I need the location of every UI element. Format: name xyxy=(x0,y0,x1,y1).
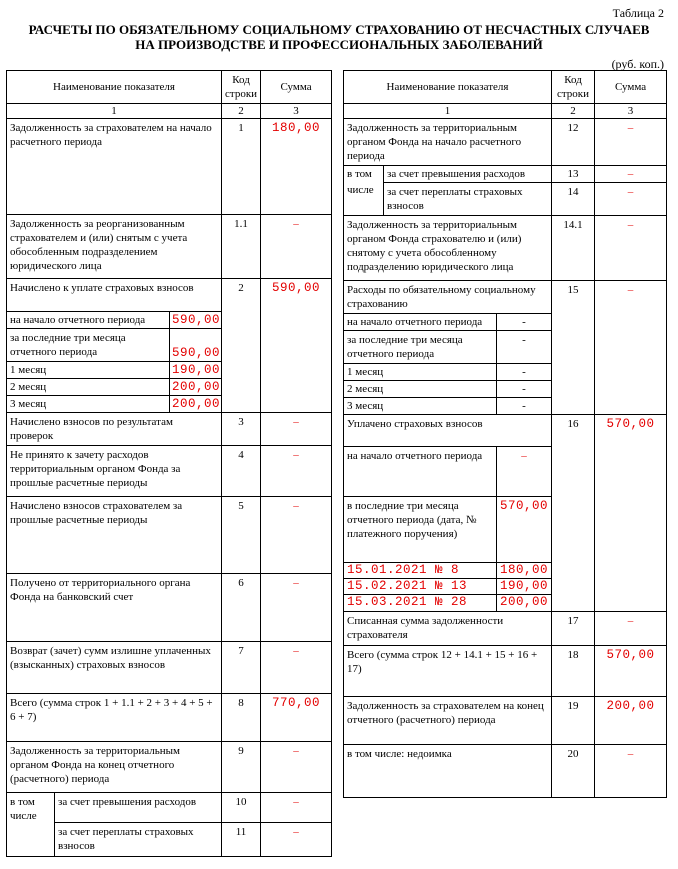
col-header-sum: Сумма xyxy=(261,71,332,104)
row-10-code: 10 xyxy=(222,793,261,823)
row-15-sub-start-value: - xyxy=(497,314,552,331)
row-17-code: 17 xyxy=(552,612,595,646)
row-4-code: 4 xyxy=(222,446,261,497)
row-7-code: 7 xyxy=(222,642,261,694)
row-15-sum: – xyxy=(595,281,667,415)
row-7-sum: – xyxy=(261,642,332,694)
row-14-1-label: Задолженность за территориальным органом Фонда страхователю и (или) снятому с учета обособленному подразделению юридического лица xyxy=(344,216,552,281)
row-16-sub-last3-value: 570,00 xyxy=(497,497,552,563)
row-13-incl-label: в том числе xyxy=(344,166,384,216)
row-2-sub-last3-label: за последние три месяца отчетного периода xyxy=(7,329,170,362)
row-15-month-2-label: 2 месяц xyxy=(344,381,497,398)
row-15-code: 15 xyxy=(552,281,595,415)
row-13-code: 13 xyxy=(552,166,595,183)
table-number: Таблица 2 xyxy=(612,6,664,20)
right-table xyxy=(343,70,667,798)
col-header-name: Наименование показателя xyxy=(344,71,552,104)
row-1-code: 1 xyxy=(222,119,261,215)
row-1-1-sum: – xyxy=(261,215,332,279)
row-17-sum: – xyxy=(595,612,667,646)
title-line-2: НА ПРОИЗВОДСТВЕ И ПРОФЕССИОНАЛЬНЫХ ЗАБОЛЕВАНИЙ xyxy=(135,37,543,52)
row-1-sum: 180,00 xyxy=(261,119,332,215)
row-2-month-2-value: 200,00 xyxy=(170,379,222,396)
row-2-sub-start-value: 590,00 xyxy=(170,312,222,329)
row-8-sum: 770,00 xyxy=(261,694,332,742)
row-14-code: 14 xyxy=(552,183,595,216)
row-16-code: 16 xyxy=(552,415,595,612)
row-19-code: 19 xyxy=(552,697,595,745)
row-11-sum: – xyxy=(261,823,332,857)
row-15-month-2-value: - xyxy=(497,381,552,398)
row-14-sum: – xyxy=(595,183,667,216)
row-2-month-1-value: 190,00 xyxy=(170,362,222,379)
row-13-sum: – xyxy=(595,166,667,183)
row-15-sub-last3-value: - xyxy=(497,331,552,364)
row-14-label: за счет переплаты страховых взносов xyxy=(384,183,552,216)
row-4-label: Не принято к зачету расходов территориальным органом Фонда за прошлые расчетные периоды xyxy=(7,446,222,497)
row-19-label: Задолженность за страхователем на конец отчетного (расчетного) периода xyxy=(344,697,552,745)
row-3-label: Начислено взносов по результатам проверок xyxy=(7,413,222,446)
row-2-month-1-label: 1 месяц xyxy=(7,362,170,379)
row-6-sum: – xyxy=(261,574,332,642)
row-19-sum: 200,00 xyxy=(595,697,667,745)
row-1-1-label: Задолженность за реорганизованным страхователем и (или) снятым с учета обособленным подразделением юридического лица xyxy=(7,215,222,279)
row-2-code: 2 xyxy=(222,279,261,413)
col-header-sum: Сумма xyxy=(595,71,667,104)
row-11-code: 11 xyxy=(222,823,261,857)
row-5-label: Начислено взносов страхователем за прошлые расчетные периоды xyxy=(7,497,222,574)
row-4-sum: – xyxy=(261,446,332,497)
page-title xyxy=(0,22,678,52)
row-9-label: Задолженность за территориальным органом Фонда на конец отчетного (расчетного) периода xyxy=(7,742,222,793)
row-12-sum: – xyxy=(595,119,667,166)
row-16-payment-1-value: 180,00 xyxy=(497,563,552,579)
row-6-code: 6 xyxy=(222,574,261,642)
row-16-payment-2-value: 190,00 xyxy=(497,579,552,595)
row-2-label: Начислено к уплате страховых взносов xyxy=(7,279,222,312)
row-9-code: 9 xyxy=(222,742,261,793)
col-header-code: Код строки xyxy=(552,71,595,104)
row-18-sum: 570,00 xyxy=(595,646,667,697)
row-10-sum: – xyxy=(261,793,332,823)
row-5-sum: – xyxy=(261,497,332,574)
row-20-label: в том числе: недоимка xyxy=(344,745,552,798)
col-header-name: Наименование показателя xyxy=(7,71,222,104)
row-18-label: Всего (сумма строк 12 + 14.1 + 15 + 16 + 17) xyxy=(344,646,552,697)
units-note: (руб. коп.) xyxy=(611,57,664,71)
row-2-sub-start-label: на начало отчетного периода xyxy=(7,312,170,329)
row-3-code: 3 xyxy=(222,413,261,446)
col-num-2: 2 xyxy=(222,104,261,119)
row-1-1-code: 1.1 xyxy=(222,215,261,279)
row-16-payment-3-value: 200,00 xyxy=(497,595,552,612)
col-num-2: 2 xyxy=(552,104,595,119)
row-5-code: 5 xyxy=(222,497,261,574)
row-20-code: 20 xyxy=(552,745,595,798)
col-num-3: 3 xyxy=(595,104,667,119)
row-2-month-3-value: 200,00 xyxy=(170,396,222,413)
row-11-label: за счет переплаты страховых взносов xyxy=(55,823,222,857)
row-1-label: Задолженность за страхователем на начало расчетного периода xyxy=(7,119,222,215)
row-20-sum: – xyxy=(595,745,667,798)
row-16-sub-start-label: на начало отчетного периода xyxy=(344,447,497,497)
row-12-code: 12 xyxy=(552,119,595,166)
row-15-month-1-label: 1 месяц xyxy=(344,364,497,381)
row-2-sum: 590,00 xyxy=(261,279,332,413)
row-16-sub-last3-label: в последние три месяца отчетного периода (дата, № платежного поручения) xyxy=(344,497,497,563)
col-header-code: Код строки xyxy=(222,71,261,104)
col-num-1: 1 xyxy=(7,104,222,119)
col-num-1: 1 xyxy=(344,104,552,119)
row-10-label: за счет превышения расходов xyxy=(55,793,222,823)
row-15-month-1-value: - xyxy=(497,364,552,381)
row-12-label: Задолженность за территориальным органом Фонда на начало расчетного периода xyxy=(344,119,552,166)
row-13-label: за счет превышения расходов xyxy=(384,166,552,183)
row-16-sum: 570,00 xyxy=(595,415,667,612)
row-15-sub-start-label: на начало отчетного периода xyxy=(344,314,497,331)
title-line-1: РАСЧЕТЫ ПО ОБЯЗАТЕЛЬНОМУ СОЦИАЛЬНОМУ СТРАХОВАНИЮ ОТ НЕСЧАСТНЫХ СЛУЧАЕВ xyxy=(28,22,650,37)
row-2-month-2-label: 2 месяц xyxy=(7,379,170,396)
row-16-label: Уплачено страховых взносов xyxy=(344,415,552,447)
row-16-sub-start-value: – xyxy=(497,447,552,497)
row-14-1-sum: – xyxy=(595,216,667,281)
row-2-month-3-label: 3 месяц xyxy=(7,396,170,413)
row-15-month-3-label: 3 месяц xyxy=(344,398,497,415)
row-7-label: Возврат (зачет) сумм излишне уплаченных (взысканных) страховых взносов xyxy=(7,642,222,694)
row-2-sub-last3-value: 590,00 xyxy=(170,329,222,362)
row-17-label: Списанная сумма задолженности страхователя xyxy=(344,612,552,646)
row-16-payment-2-label: 15.02.2021 № 13 xyxy=(344,579,497,595)
row-6-label: Получено от территориального органа Фонда на банковский счет xyxy=(7,574,222,642)
row-8-code: 8 xyxy=(222,694,261,742)
row-3-sum: – xyxy=(261,413,332,446)
row-16-payment-1-label: 15.01.2021 № 8 xyxy=(344,563,497,579)
row-9-sum: – xyxy=(261,742,332,793)
row-10-incl-label: в том числе xyxy=(7,793,55,857)
row-15-sub-last3-label: за последние три месяца отчетного периода xyxy=(344,331,497,364)
row-14-1-code: 14.1 xyxy=(552,216,595,281)
row-8-label: Всего (сумма строк 1 + 1.1 + 2 + 3 + 4 + 5 + 6 + 7) xyxy=(7,694,222,742)
left-table xyxy=(6,70,332,857)
col-num-3: 3 xyxy=(261,104,332,119)
row-16-payment-3-label: 15.03.2021 № 28 xyxy=(344,595,497,612)
row-15-label: Расходы по обязательному социальному страхованию xyxy=(344,281,552,314)
row-15-month-3-value: - xyxy=(497,398,552,415)
row-18-code: 18 xyxy=(552,646,595,697)
